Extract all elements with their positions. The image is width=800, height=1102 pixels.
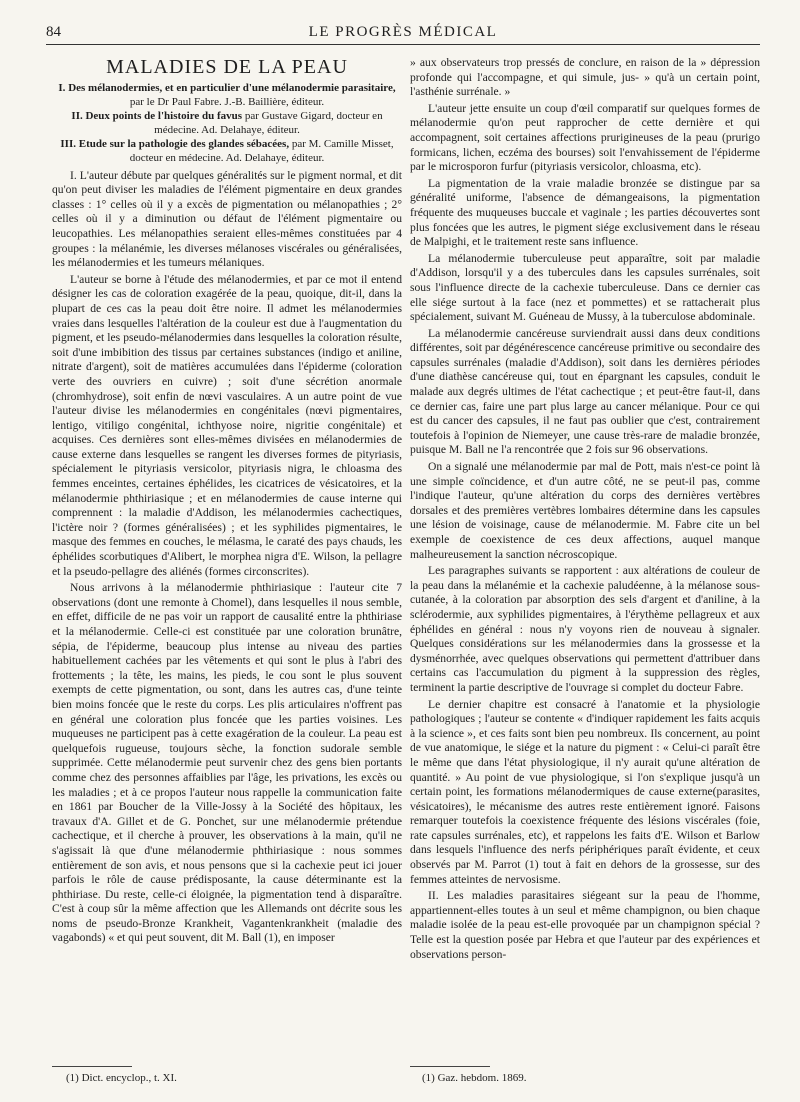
reference-number: I. bbox=[58, 81, 66, 94]
reference-detail: par M. Camille Misset, docteur en médecine. Ad. Delahaye, éditeur. bbox=[129, 137, 394, 164]
reference-item bbox=[52, 81, 402, 109]
page-header bbox=[46, 20, 760, 45]
body-paragraph: Le dernier chapitre est consacré à l'anatomie et la physiologie pathologiques ; l'auteur se contente « d'indiquer rapidement les faits acquis à la science », et ces faits sont bien peu nombreux. Ils concernent, au point de vue anatomique, le siége et la nature du pigment : « Celui-ci paraît être le même que dans l'état physiologique, il n'y aurait qu'une altération de quantité. » Au point de vue physiologique, si l'on s'explique jusqu'à un certain point, les formations mélanodermiques de cause externe(parasites, vésicatoires), le mécanisme des autres reste entièrement ignoré. Faisons remarquer toutefois la coexistence fréquente des lésions viscérales (foie, rate capsules surrénales, etc), et rappelons les faits d'E. Wilson et Barlow dans lesquels l'influence des nerfs périphériques paraît évidente, et ceux observés par M. Parrot (1) tout à fait en dehors de la grossesse, sur des femmes atteintes de nervosisme. bbox=[410, 697, 760, 886]
reference-number: III. bbox=[60, 137, 76, 150]
reference-title: Etude sur la pathologie des glandes sébacées, bbox=[78, 137, 290, 150]
page-number: 84 bbox=[46, 24, 61, 40]
body-paragraph: L'auteur se borne à l'étude des mélanodermies, et par ce mot il entend désigner les cas de coloration exagérée de la peau, quoique, dit-il, dans la plupart de ces cas la peau doit être noire. Il admet les mélanodermies vraies dans lesquelles l'altération de la couleur est due à l'augmentation du pigment, et les pseudo-mélanodermies dans lesquelles la coloration résulte, soit d'une imbibition des tissus par certaines substances (indigo et aniline, nitrate d'argent), soit de matières accumulées dans l'épiderme (coloration verte des ouvriers en cuivre) ; soit d'une sécrétion anormale (chromhydrose), soit enfin de nœvi vasculaires. A un autre point de vue l'auteur divise les mélanodermies en congénitales (nœvi pigmentaires, lentigo, vitiligo congénital, ichthyose noire, nigritie congénitale) et acquises. Ces dernières sont elles-mêmes divisées en mélanodermies de cause externe dans lesquelles se rangent les diverses formes de pityriasis, spécialement le pityriasis versicolor, pityriasis nigra, le chloasma des femmes enceintes, certaines éphélides, les cicatrices de vésicatoires, et la mélanodermie phthiriasique ; et en mélanodermies de cause interne qui comprennent : la maladie d'Addison, les mélanodermies cachectiques, l'ictère noir ? (formes généralisées) ; et les syphilides pigmentaires, le masque des femmes en couches, le mélasma, le caraté des pays chauds, les éphélides scorbutiques d'Alibert, le morphea nigra d'E. Wilson, la pellagre et la pseudo-pellagre des aliénés (formes circonscrites). bbox=[52, 272, 402, 578]
body-paragraph: I. L'auteur débute par quelques généralités sur le pigment normal, et dit qu'on peut diviser les maladies de l'élément pigmentaire en deux grandes classes : 1° celles où il y a excès de pigmentation ou mélanopathies ; 2° celles où il y a diminution ou défaut de l'élément pigmentaire ou leucopathies. Les mélanopathies seraient elles-mêmes constituées par 4 groupes : la mélanémie, les diverses mélanoses viscérales ou généralisées, les mélanodermies et les tumeurs mélaniques. bbox=[52, 168, 402, 270]
body-paragraph: L'auteur jette ensuite un coup d'œil comparatif sur quelques formes de mélanodermie qu'on peut rapprocher de cette dernière et qui accompagnent, soit certaines affections prurigineuses de la peau (prurigo formicans, lichen, eczéma des bourses) soit l'envahissement de l'épiderme par le microsporon furfur (pityriasis versicolor, chloasma, etc). bbox=[410, 101, 760, 174]
body-paragraph: II. Les maladies parasitaires siégeant sur la peau de l'homme, appartiennent-elles toutes à un seul et même champignon, ou bien chaque maladie isolée de la peau est-elle provoquée par un champignon spécial ? Telle est la question posée par Hebra et que l'auteur par des expériences et observations person- bbox=[410, 889, 760, 961]
right-column bbox=[410, 56, 760, 1056]
left-column bbox=[52, 56, 402, 1056]
book-references bbox=[52, 81, 402, 165]
section-title: MALADIES DE LA PEAU bbox=[106, 56, 348, 78]
reference-detail: par Gustave Gigard, docteur en médecine. Ad. Delahaye, éditeur. bbox=[154, 109, 383, 136]
footnote-rule bbox=[410, 1066, 490, 1067]
reference-title: Des mélanodermies, et en particulier d'une mélanodermie parasitaire, bbox=[68, 81, 396, 94]
reference-detail: par le Dr Paul Fabre. J.-B. Baillière, éditeur. bbox=[129, 95, 325, 108]
reference-number: II. bbox=[71, 109, 83, 122]
reference-item bbox=[52, 137, 402, 165]
body-paragraph: La pigmentation de la vraie maladie bronzée se distingue par sa généralité uniforme, l'absence de démangeaisons, la pigmentation fréquente des muqueuses buccale et vaginale ; les parties découvertes sont plus foncées que les autres, le pigment siége exclusivement dans le réseau de Malpighi, et le traitement reste sans influence. bbox=[410, 176, 760, 249]
footnote: (1) Dict. encyclop., t. XI. bbox=[66, 1072, 177, 1084]
body-paragraph: » aux observateurs trop pressés de conclure, en raison de la » dépression profonde qui l'accompagne, et qui simule, jus- » qu'à un certain point, l'asthénie surrénale. » bbox=[410, 56, 760, 99]
reference-item bbox=[52, 109, 402, 137]
footnote-rule bbox=[52, 1066, 132, 1067]
body-paragraph: Nous arrivons à la mélanodermie phthiriasique : l'auteur cite 7 observations (dont une remonte à Chomel), dans lesquelles il nous semble, en effet, difficile de ne pas voir un rapport de causalité entre la phthiriase et la mélanodermie. Celle-ci est constituée par une coloration brunâtre, sépia, de l'épiderme, beaucoup plus intense au niveau des parties habituellement cachées par les vêtements et qui sont le plus à l'abri des frottements ; la tête, les mains, les pieds, le cou sont le plus souvent exempts de cette pigmentation, ou sont, dans les autres cas, d'une teinte bien moins foncée que le reste du corps. Les plis articulaires n'offrent pas en général une coloration plus foncée que les parties voisines. Les muqueuses ne participent pas à cette exagération de la couleur. La peau est quelquefois rugueuse, toujours sèche, la fonction sudorale semble supprimée. Cette mélanodermie peut survenir chez des gens bien portants comme chez des personnes affaiblies par l'âge, les privations, les excès ou les maladies ; et à ce propos l'auteur nous rappelle la communication faite en 1861 par Boucher de la Ville-Jossy à la Société des hôpitaux, les travaux d'A. Gillet et de G. Ponchet, sur une mélanodermie prétendue cachectique, et il cherche à prouver, les observations à la main, qu'il ne s'agissait là que d'une mélanodermie phthiriasique : nous sommes entièrement de son avis, et nous pensons que si la cachexie peut ici jouer parfois le rôle de cause prédisposante, la cause déterminante est la phthiriase. Du reste, celle-ci éloignée, la pigmentation tend à disparaître. C'est à coup sûr la même affection que les Allemands ont décrite sous les noms de pseudo-Bronze Krankheit, Vagantenkrankheit (maladie des vagabonds) « et qui peut souvent, dit M. Ball (1), en imposer bbox=[52, 581, 402, 945]
reference-title: Deux points de l'histoire du favus bbox=[85, 109, 243, 122]
journal-title: LE PROGRÈS MÉDICAL bbox=[308, 24, 498, 40]
body-paragraph: La mélanodermie tuberculeuse peut apparaître, soit par maladie d'Addison, lorsqu'il y a des tubercules dans les capsules surrénales, soit sous l'influence directe de la cachexie tuberculeuse. Dans ce dernier cas elle siége surtout à la face (nez et pommettes) et se rattacherait plus spécialement, suivant M. Guéneau de Mussy, à la tuberculose abdominale. bbox=[410, 251, 760, 324]
footnote: (1) Gaz. hebdom. 1869. bbox=[422, 1072, 527, 1084]
body-paragraph: La mélanodermie cancéreuse surviendrait aussi dans deux conditions différentes, soit par dégénérescence cancéreuse primitive ou secondaire des capsules surrénales (maladie d'Addison), soit dans les dernières périodes d'une diathèse cancéreuse qui, tout en épargnant les capsules, conduit le malade aux degrés ultimes de l'état cachectique ; et peut-être faut-il, dans ce dernier cas, faire une part plus large au cancer mélanique. Pour ce qui est du cancer des capsules, il ne faut pas oublier que c'est, contrairement toutefois à l'opinion de Niemeyer, une cause très-rare de maladie bronzée, puisque M. Ball ne l'a rencontrée que 2 fois sur 96 observations. bbox=[410, 326, 760, 457]
body-paragraph: Les paragraphes suivants se rapportent : aux altérations de couleur de la peau dans la mélanémie et la cachexie paludéenne, à la mélanose sous-cutanée, à la coloration par absorption des sels d'argent et d'aniline, à la sclérodermie, aux syphilides pigmentaires, à l'érythème pellagreux et aux éphélides en général : nous n'y voyons rien de nouveau à signaler. Quelques considérations sur les mélanodermies dans la grossesse et la dysménorrhée, avec quelques observations qui permettent d'attribuer dans certains cas l'accumulation du pigment à la suppression des règles, terminent la partie descriptive de l'ouvrage si complet du docteur Fabre. bbox=[410, 564, 760, 694]
body-paragraph: On a signalé une mélanodermie par mal de Pott, mais n'est-ce point là une simple coïncidence, et d'un autre côté, ne se peut-il pas, comme l'indique l'auteur, qu'une altération du corps des dernières vertèbres dorsales et des premières vertèbres lombaires détermine dans les capsules une lésion de voisinage, cause de mélanodermie. M. Fabre cite un bel exemple de coexistence de ces deux affections, auquel manque malheureusement la sanction nécroscopique. bbox=[410, 460, 760, 561]
